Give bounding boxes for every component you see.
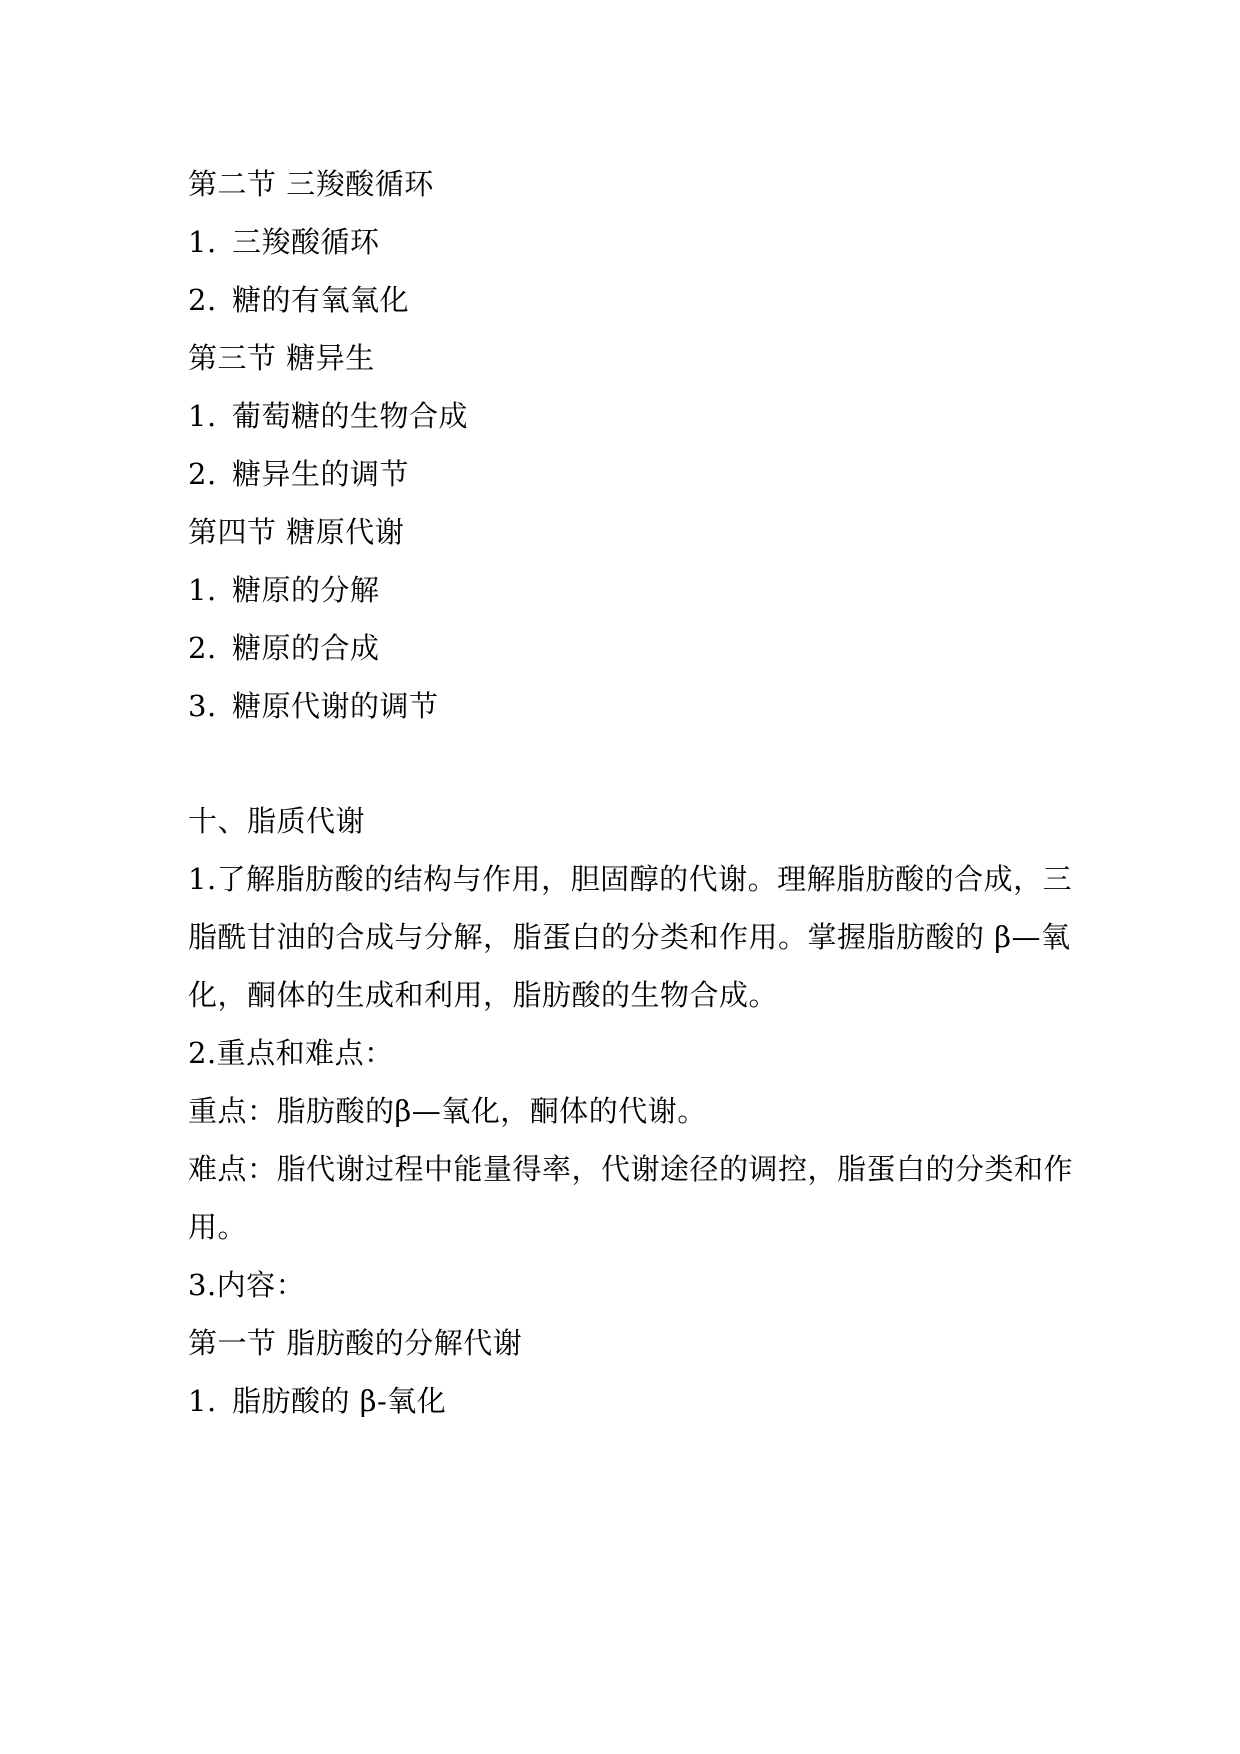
item-text: 糖原代谢的调节	[232, 689, 439, 723]
item-text: 糖的有氧氧化	[232, 283, 410, 317]
item-number: 1.	[188, 573, 217, 607]
paragraph-line	[188, 1091, 1068, 1131]
paragraph-line	[188, 975, 1068, 1015]
subheading	[188, 1033, 1068, 1073]
list-item	[188, 222, 1068, 262]
section-heading	[188, 1323, 1068, 1363]
line-text: 1.了解脂肪酸的结构与作用，胆固醇的代谢。理解脂肪酸的合成，三	[188, 862, 1073, 896]
paragraph-line	[188, 859, 1073, 899]
line-text: 难点：脂代谢过程中能量得率，代谢途径的调控，脂蛋白的分类和作	[188, 1152, 1074, 1186]
item-number: 2.	[188, 631, 217, 665]
list-item	[188, 280, 1068, 320]
section-heading	[188, 512, 1068, 552]
line-text: 第四节 糖原代谢	[188, 515, 405, 549]
item-number: 1.	[188, 225, 217, 259]
line-text: 第三节 糖异生	[188, 341, 375, 375]
section-heading	[188, 338, 1068, 378]
line-text: 第一节 脂肪酸的分解代谢	[188, 1326, 523, 1360]
item-text: 三羧酸循环	[232, 225, 380, 259]
list-item	[188, 686, 1068, 726]
line-text: 十、脂质代谢	[188, 804, 366, 838]
item-text: 糖异生的调节	[232, 457, 410, 491]
item-text: 糖原的分解	[232, 573, 380, 607]
list-item	[188, 396, 1068, 436]
section-heading	[188, 164, 1068, 204]
paragraph-line	[188, 1207, 1068, 1247]
list-item	[188, 1381, 1068, 1421]
item-number: 1.	[188, 1384, 217, 1418]
list-item	[188, 454, 1068, 494]
subheading	[188, 1265, 1068, 1305]
line-text: 第二节 三羧酸循环	[188, 167, 434, 201]
paragraph-line	[188, 917, 1071, 957]
list-item	[188, 628, 1068, 668]
line-text: 化，酮体的生成和利用，脂肪酸的生物合成。	[188, 978, 779, 1012]
item-number: 2.	[188, 283, 217, 317]
line-text: 重点：脂肪酸的β—氧化，酮体的代谢。	[188, 1094, 707, 1128]
chapter-heading	[188, 801, 1068, 841]
line-text: 脂酰甘油的合成与分解，脂蛋白的分类和作用。掌握脂肪酸的 β—氧	[188, 920, 1071, 954]
paragraph-line	[188, 1149, 1074, 1189]
list-item	[188, 570, 1068, 610]
item-text: 糖原的合成	[232, 631, 380, 665]
line-text: 3.内容：	[188, 1268, 306, 1302]
item-number: 3.	[188, 689, 217, 723]
item-number: 2.	[188, 457, 217, 491]
line-text: 用。	[188, 1210, 248, 1244]
item-text: 葡萄糖的生物合成	[232, 399, 469, 433]
line-text: 2.重点和难点：	[188, 1036, 394, 1070]
item-text: 脂肪酸的 β-氧化	[232, 1384, 447, 1418]
item-number: 1.	[188, 399, 217, 433]
